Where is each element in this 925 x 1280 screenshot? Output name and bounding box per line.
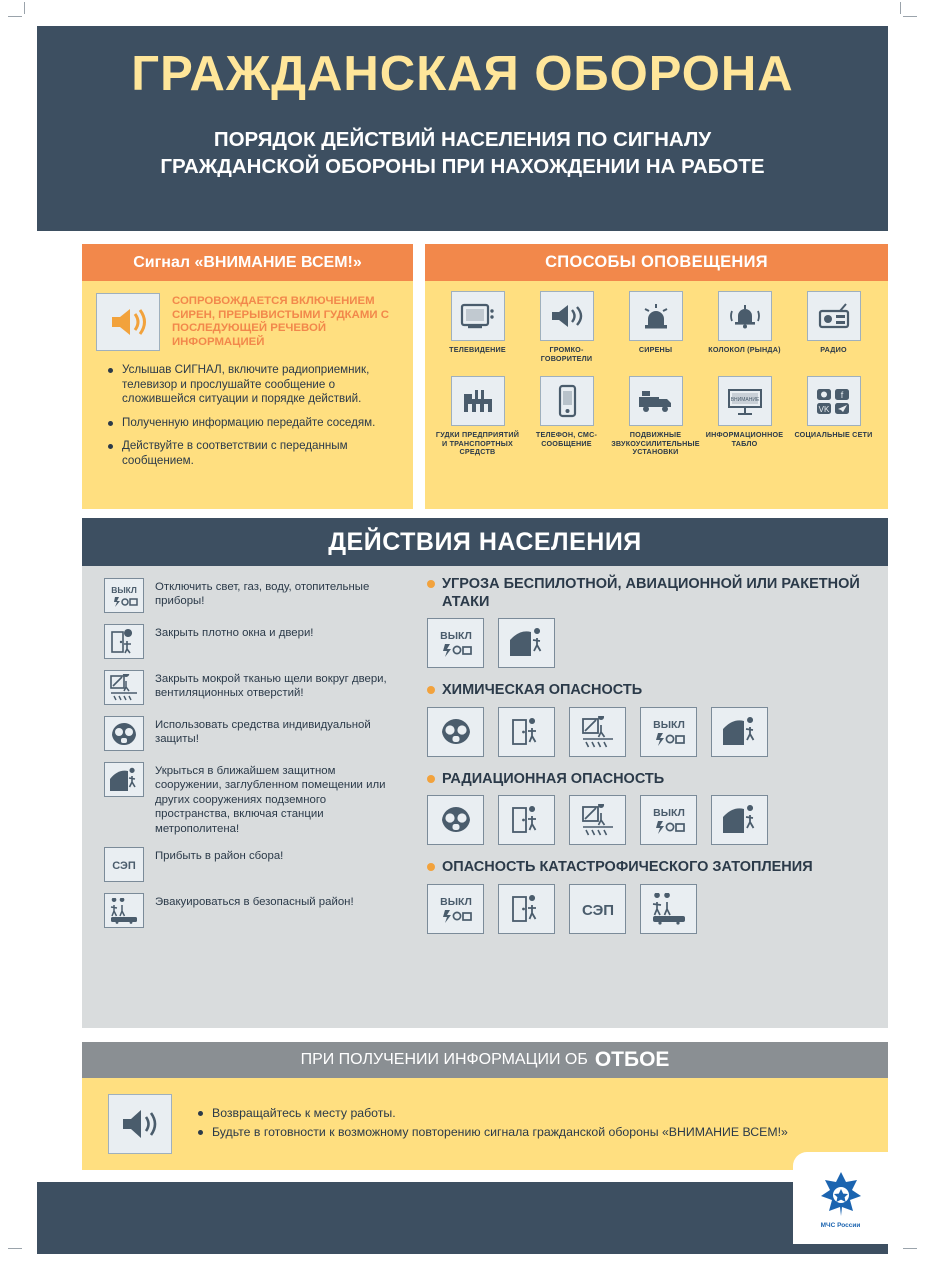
svg-text:VK: VK bbox=[818, 405, 829, 414]
signal-panel-body bbox=[82, 281, 413, 469]
method-label: СОЦИАЛЬНЫЕ СЕТИ bbox=[794, 430, 873, 439]
shelter-icon bbox=[104, 762, 144, 797]
page-subtitle-line2: ГРАЖДАНСКОЙ ОБОРОНЫ ПРИ НАХОЖДЕНИИ НА РАБОТЕ bbox=[160, 155, 765, 178]
speaker-icon bbox=[108, 1094, 172, 1154]
method-label: ГУДКИ ПРЕДПРИЯТИЙ И ТРАНСПОРТНЫХ СРЕДСТВ bbox=[435, 430, 520, 457]
svg-text:f: f bbox=[840, 390, 843, 400]
crop-mark-tr-h bbox=[903, 16, 917, 17]
actions-panel bbox=[82, 566, 888, 1028]
signal-instructions-list bbox=[96, 363, 399, 469]
list-item bbox=[104, 670, 404, 705]
list-item bbox=[104, 624, 404, 659]
action-text: Прибыть в район сбора! bbox=[155, 850, 284, 863]
method-item bbox=[524, 376, 609, 457]
power-off-icon bbox=[427, 884, 484, 934]
crop-mark-tr-v bbox=[900, 2, 901, 14]
threat-group bbox=[427, 771, 877, 846]
page-subtitle-line1: ПОРЯДОК ДЕЙСТВИЙ НАСЕЛЕНИЯ ПО СИГНАЛУ bbox=[213, 128, 712, 151]
sep-point-icon bbox=[569, 884, 626, 934]
threat-group-title: УГРОЗА БЕСПИЛОТНОЙ, АВИАЦИОННОЙ ИЛИ РАКЕТНОЙ АТАКИ bbox=[442, 576, 860, 610]
threat-group bbox=[427, 576, 877, 668]
shelter-icon bbox=[711, 795, 768, 845]
page-subtitle bbox=[63, 126, 863, 180]
factory-icon bbox=[451, 376, 505, 426]
list-item: Будьте в готовности к возможному повторению сигнала гражданской обороны «ВНИМАНИЕ ВСЕМ!» bbox=[198, 1124, 788, 1141]
signal-intro-text: СОПРОВОЖДАЕТСЯ ВКЛЮЧЕНИЕМ СИРЕН, ПРЕРЫВИСТЫМИ ГУДКАМИ С ПОСЛЕДУЮЩЕЙ РЕЧЕВОЙ ИНФОРМАЦИЕЙ bbox=[172, 295, 389, 348]
mobile-phone-icon bbox=[540, 376, 594, 426]
threat-group-title-row bbox=[427, 859, 877, 877]
method-label: ПОДВИЖНЫЕ ЗВУКОУСИЛИТЕЛЬНЫЕ УСТАНОВКИ bbox=[611, 430, 700, 457]
method-label: ГРОМКО-ГОВОРИТЕЛИ bbox=[540, 345, 593, 363]
mchs-emblem bbox=[793, 1152, 888, 1244]
poster-footer bbox=[37, 1182, 888, 1254]
list-item: Действуйте в соответствии с переданным сообщением. bbox=[112, 439, 399, 468]
actions-left-list bbox=[104, 578, 404, 939]
gas-mask-icon bbox=[427, 795, 484, 845]
gas-mask-icon bbox=[427, 707, 484, 757]
seal-vents-icon bbox=[569, 707, 626, 757]
list-item bbox=[104, 716, 404, 751]
action-text: Закрыть мокрой тканью щели вокруг двери, вентиляционных отверстий! bbox=[155, 673, 387, 700]
method-item bbox=[435, 291, 520, 372]
threat-group-icons bbox=[427, 618, 877, 668]
list-item bbox=[104, 762, 404, 836]
threat-group bbox=[427, 682, 877, 757]
signal-panel-caption: Сигнал «ВНИМАНИЕ ВСЕМ!» bbox=[82, 244, 413, 281]
action-text: Использовать средства индивидуальной защиты! bbox=[155, 719, 371, 746]
svg-text:ВЫКЛ: ВЫКЛ bbox=[652, 718, 685, 731]
radio-icon bbox=[807, 291, 861, 341]
svg-text:ВЫКЛ: ВЫКЛ bbox=[111, 584, 137, 595]
crop-mark-tl-v bbox=[24, 2, 25, 14]
threat-group-title: ХИМИЧЕСКАЯ ОПАСНОСТЬ bbox=[442, 682, 643, 698]
method-label: РАДИО bbox=[820, 345, 847, 354]
crop-mark-bl-h bbox=[8, 1248, 22, 1249]
power-off-icon bbox=[104, 578, 144, 613]
bullet-icon bbox=[427, 686, 435, 694]
actions-threat-groups bbox=[427, 576, 877, 940]
mchs-emblem-label: МЧС России bbox=[820, 1221, 861, 1229]
threat-group-title: ОПАСНОСТЬ КАТАСТРОФИЧЕСКОГО ЗАТОПЛЕНИЯ bbox=[442, 859, 813, 875]
close-window-door-icon bbox=[498, 884, 555, 934]
threat-group-title-row bbox=[427, 771, 877, 789]
power-off-icon bbox=[640, 795, 697, 845]
method-item bbox=[524, 291, 609, 372]
notification-methods-caption: СПОСОБЫ ОПОВЕЩЕНИЯ bbox=[425, 244, 888, 281]
crop-mark-br-h bbox=[903, 1248, 917, 1249]
close-window-door-icon bbox=[498, 707, 555, 757]
bullet-icon bbox=[427, 580, 435, 588]
poster-header bbox=[37, 26, 888, 231]
evacuation-bus-icon bbox=[640, 884, 697, 934]
method-item bbox=[435, 376, 520, 457]
power-off-icon bbox=[640, 707, 697, 757]
method-label: ИНФОРМАЦИОННОЕ ТАБЛО bbox=[705, 430, 784, 448]
method-item bbox=[702, 376, 787, 457]
action-text: Эвакуироваться в безопасный район! bbox=[155, 896, 354, 909]
method-item bbox=[791, 291, 876, 372]
threat-group-title-row bbox=[427, 682, 877, 700]
method-item bbox=[702, 291, 787, 372]
notification-methods-panel bbox=[425, 244, 888, 509]
list-item: Полученную информацию передайте соседям. bbox=[112, 416, 399, 431]
threat-group-title: РАДИАЦИОННАЯ ОПАСНОСТЬ bbox=[442, 770, 665, 787]
action-text: Закрыть плотно окна и двери! bbox=[155, 627, 314, 639]
bullet-icon bbox=[427, 863, 435, 871]
list-item bbox=[104, 847, 404, 882]
recall-panel bbox=[82, 1078, 888, 1170]
seal-vents-icon bbox=[104, 670, 144, 705]
tv-icon bbox=[451, 291, 505, 341]
recall-list bbox=[198, 1105, 788, 1144]
loudspeaker-icon bbox=[96, 293, 160, 351]
list-item bbox=[104, 578, 404, 613]
list-item bbox=[104, 893, 404, 928]
threat-group-icons bbox=[427, 707, 877, 757]
bell-icon bbox=[718, 291, 772, 341]
list-item: Услышав СИГНАЛ, включите радиоприемник, телевизор и прослушайте сообщение о сложившейся ситуации и порядке действий. bbox=[112, 363, 399, 407]
evacuation-bus-icon bbox=[104, 893, 144, 928]
signal-intro-row bbox=[96, 293, 399, 351]
close-window-door-icon bbox=[104, 624, 144, 659]
gas-mask-icon bbox=[104, 716, 144, 751]
page-title: ГРАЖДАНСКАЯ ОБОРОНА bbox=[131, 47, 794, 101]
action-text: Отключить свет, газ, воду, отопительные приборы! bbox=[155, 581, 370, 608]
mchs-logo-icon bbox=[815, 1168, 867, 1220]
loudspeaker-icon bbox=[540, 291, 594, 341]
svg-text:ВЫКЛ: ВЫКЛ bbox=[439, 895, 472, 908]
method-label: ТЕЛЕВИДЕНИЕ bbox=[449, 345, 506, 354]
shelter-icon bbox=[498, 618, 555, 668]
bullet-icon bbox=[427, 775, 435, 783]
recall-bar-strong: ОТБОЕ bbox=[594, 1048, 670, 1071]
actions-title-bar: ДЕЙСТВИЯ НАСЕЛЕНИЯ bbox=[82, 518, 888, 566]
method-label: КОЛОКОЛ (РЫНДА) bbox=[708, 345, 781, 354]
sep-point-icon bbox=[104, 847, 144, 882]
svg-text:СЭП: СЭП bbox=[112, 859, 136, 872]
info-board-icon bbox=[718, 376, 772, 426]
recall-title-bar bbox=[82, 1042, 888, 1078]
shelter-icon bbox=[711, 707, 768, 757]
sound-truck-icon bbox=[629, 376, 683, 426]
threat-group-icons bbox=[427, 795, 877, 845]
poster-body bbox=[24, 16, 901, 1264]
social-networks-icon bbox=[807, 376, 861, 426]
recall-bar-text: ПРИ ПОЛУЧЕНИИ ИНФОРМАЦИИ ОБ bbox=[300, 1051, 588, 1068]
list-item: Возвращайтесь к месту работы. bbox=[198, 1105, 788, 1122]
threat-group bbox=[427, 859, 877, 934]
method-item bbox=[613, 376, 698, 457]
crop-mark-tl-h bbox=[8, 16, 22, 17]
threat-group-icons bbox=[427, 884, 877, 934]
action-text: Укрыться в ближайшем защитном сооружении, заглубленном помещении или других сооружениях подземного пространства, включая станции метрополитена! bbox=[155, 765, 386, 835]
siren-icon bbox=[629, 291, 683, 341]
signal-panel bbox=[82, 244, 413, 509]
seal-vents-icon bbox=[569, 795, 626, 845]
svg-text:СЭП: СЭП bbox=[581, 901, 614, 919]
method-item bbox=[613, 291, 698, 372]
method-label: СИРЕНЫ bbox=[638, 345, 673, 354]
close-window-door-icon bbox=[498, 795, 555, 845]
notification-methods-grid bbox=[425, 281, 888, 461]
power-off-icon bbox=[427, 618, 484, 668]
method-item bbox=[791, 376, 876, 457]
svg-text:ВЫКЛ: ВЫКЛ bbox=[652, 807, 685, 819]
svg-text:ВНИМАНИЕ: ВНИМАНИЕ bbox=[730, 397, 759, 403]
method-label: ТЕЛЕФОН, СМС-СООБЩЕНИЕ bbox=[535, 430, 598, 448]
threat-group-title-row bbox=[427, 576, 877, 611]
svg-text:ВЫКЛ: ВЫКЛ bbox=[439, 630, 472, 642]
